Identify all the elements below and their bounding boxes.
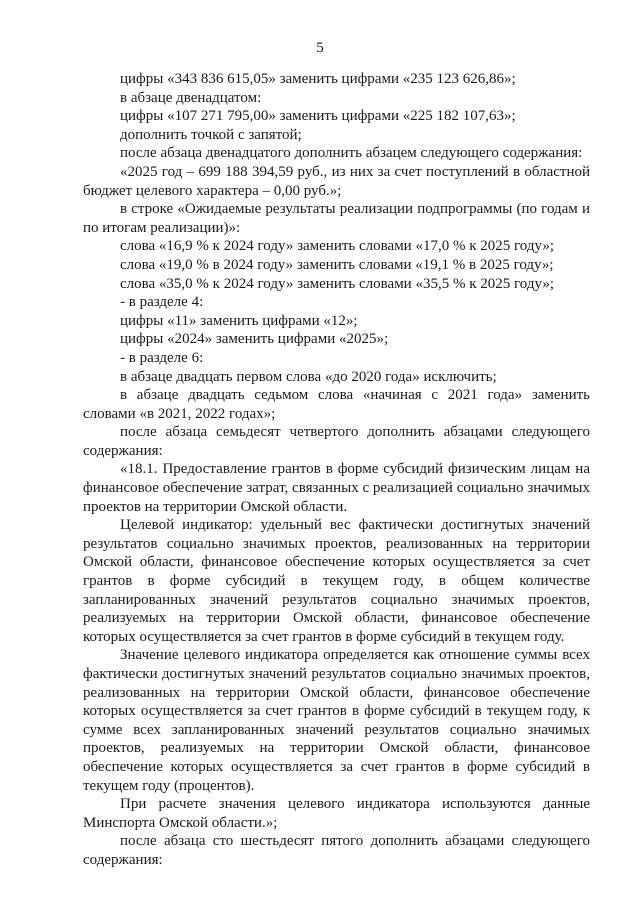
paragraph: в абзаце двадцать седьмом слова «начиная с 2021 года» заменить словами «в 2021, 2022 годах»; (83, 387, 590, 422)
document-body (83, 70, 590, 870)
paragraph: в абзаце двадцать первом слова «до 2020 года» исключить; (120, 368, 497, 385)
paragraph: цифры «343 836 615,05» заменить цифрами «235 123 626,86»; (120, 71, 516, 87)
paragraph: в строке «Ожидаемые результаты реализации подпрограммы (по годам и по итогам реализации)»: (83, 201, 590, 236)
paragraph: При расчете значения целевого индикатора используются данные Минспорта Омской области.»; (83, 796, 590, 831)
paragraph: слова «19,0 % в 2024 году» заменить словами «19,1 % в 2025 году»; (120, 256, 554, 273)
paragraph: после абзаца двенадцатого дополнить абзацем следующего содержания: (120, 145, 583, 162)
paragraph: дополнить точкой с запятой; (120, 126, 302, 143)
paragraph: цифры «107 271 795,00» заменить цифрами «225 182 107,63»; (120, 108, 516, 125)
paragraph: Значение целевого индикатора определяется как отношение суммы всех фактически достигнутых значений результатов социально значимых проектов, реализованных на территории Омской области, финансовое обеспечение которых осуществляется за счет грантов в форме субсидий в текущем году, к сумме всех запланированных значений результатов социально значимых проектов, реализуемых на территории Омской области, финансовое обеспечение которых осуществляется за счет грантов в форме субсидий в текущем году (процентов). (83, 647, 590, 794)
paragraph: Целевой индикатор: удельный вес фактически достигнутых значений результатов социально значимых проектов, реализованных на территории Омской области, финансовое обеспечение которых осуществляется за счет грантов в форме субсидий в текущем году, в общем количестве запланированных значений результатов социально значимых проектов, реализуемых на территории Омской области, финансовое обеспечение которых осуществляется за счет грантов в форме субсидий в текущем году. (83, 517, 590, 645)
paragraph: «18.1. Предоставление грантов в форме субсидий физическим лицам на финансовое обеспечение затрат, связанных с реализацией социально значимых проектов на территории Омской области. (83, 461, 590, 515)
paragraph: слова «35,0 % к 2024 году» заменить словами «35,5 % к 2025 году»; (120, 275, 555, 292)
paragraph: цифры «2024» заменить цифрами «2025»; (120, 331, 389, 348)
paragraph: - в разделе 6: (120, 349, 204, 366)
paragraph: слова «16,9 % к 2024 году» заменить словами «17,0 % к 2025 году»; (120, 238, 555, 255)
paragraph: в абзаце двенадцатом: (120, 89, 262, 106)
paragraph: «2025 год – 699 188 394,59 руб., из них за счет поступлений в областной бюджет целевого характера – 0,00 руб.»; (83, 163, 590, 199)
paragraph: после абзаца семьдесят четвертого дополнить абзацами следующего содержания: (83, 424, 590, 459)
paragraph: после абзаца сто шестьдесят пятого дополнить абзацами следующего содержания: (83, 833, 590, 868)
paragraph: цифры «11» заменить цифрами «12»; (120, 312, 358, 329)
paragraph: - в разделе 4: (120, 294, 204, 311)
page-number: 5 (316, 40, 324, 56)
